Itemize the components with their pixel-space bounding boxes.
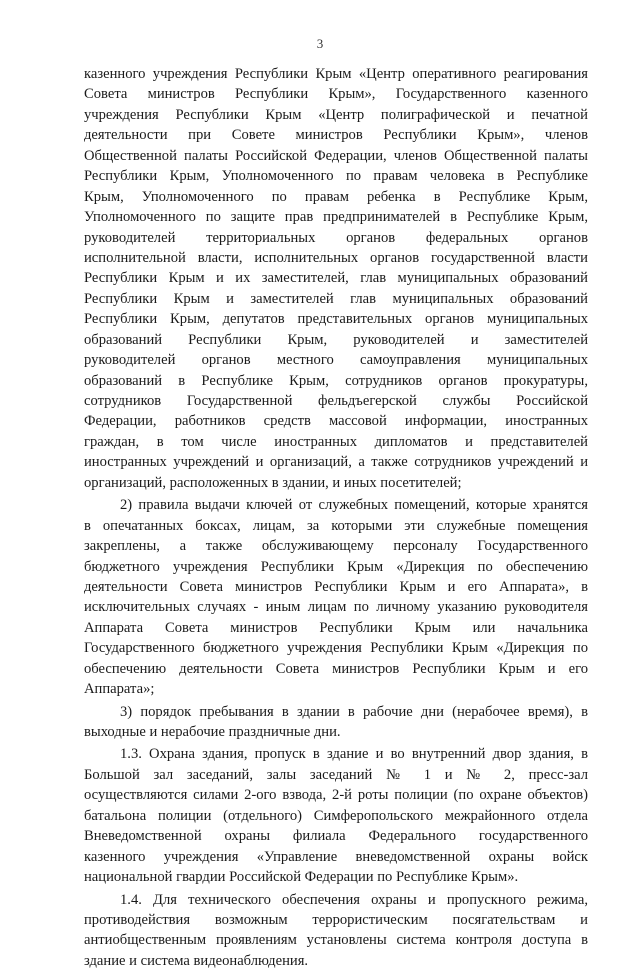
text-line: исключительных случаях - иным лицам по личному указанию руководителя: [84, 599, 588, 616]
text-line: антиобщественным проявлениям установлены система контроля доступа в: [84, 932, 588, 949]
text-line: Республики Крым и заместителей глав муниципальных образований: [84, 290, 588, 307]
text-line: руководителей территориальных органов федеральных органов: [84, 229, 588, 246]
text-line: осуществляются силами 2-ого взвода, 2-й роты полиции (по охране объектов): [84, 787, 588, 804]
text-line: 1.3. Охрана здания, пропуск в здание и во внутренний двор здания, в: [120, 746, 588, 763]
text-line: сотрудников Государственной фельдъегерской службы Российской: [84, 393, 588, 409]
text-line: здание и система видеонаблюдения.: [84, 952, 309, 969]
text-line: 2) правила выдачи ключей от служебных помещений, которые хранятся: [120, 497, 588, 514]
text-line: в опечатанных боксах, лицам, за которыми эти служебные помещения: [84, 517, 588, 534]
text-line: Уполномоченного по защите прав предпринимателей в Республике Крым,: [84, 209, 588, 226]
text-line: Совета министров Республики Крым», Государственного казенного: [84, 86, 588, 103]
text-line: Вневедомственной охраны филиала Федерального государственного: [84, 828, 588, 845]
text-line: учреждения Республики Крым «Центр полиграфической и печатной: [84, 106, 588, 123]
text-line: исполнительной власти, исполнительных органов государственной власти: [84, 249, 588, 266]
text-line: казенного учреждения «Управление вневедомственной охраны войск: [84, 848, 588, 865]
body-text: [84, 64, 588, 971]
text-line: Аппарата Совета министров Республики Крым или начальника: [84, 619, 588, 636]
text-line: образований Республики Крым, руководителей и заместителей: [84, 331, 588, 348]
text-line: бюджетного учреждения Республики Крым «Дирекция по обеспечению: [84, 558, 588, 575]
text-line: Федерации, работников средств массовой информации, иностранных: [84, 413, 588, 430]
text-line: Республики Крым, Уполномоченного по правам человека в Республике: [84, 168, 588, 185]
text-line: иностранных учреждений и организаций, а также сотрудников учреждений и: [84, 454, 588, 471]
text-line: закреплены, а также обслуживающему персоналу Государственного: [84, 538, 588, 555]
text-line: Крым, Уполномоченного по правам ребенка в Республике Крым,: [84, 188, 588, 205]
text-line: Аппарата»;: [84, 681, 155, 698]
text-line: образований в Республике Крым, сотрудников органов прокуратуры,: [84, 372, 588, 389]
text-line: Большой зал заседаний, залы заседаний № 1 и № 2, пресс-зал: [84, 766, 588, 783]
text-line: обеспечению деятельности Совета министров Республики Крым и его: [84, 660, 588, 677]
text-line: 3) порядок пребывания в здании в рабочие дни (нерабочее время), в: [120, 703, 588, 720]
page-number: 3: [316, 36, 324, 51]
text-line: Государственного бюджетного учреждения Республики Крым «Дирекция по: [84, 640, 588, 657]
text-line: организаций, расположенных в здании, и иных посетителей;: [84, 474, 462, 491]
text-line: деятельности Совета министров Республики Крым и его Аппарата», в: [84, 578, 588, 595]
text-line: руководителей органов местного самоуправления муниципальных: [84, 352, 588, 369]
text-line: Общественной палаты Российской Федерации, членов Общественной палаты: [84, 147, 588, 164]
text-line: казенного учреждения Республики Крым «Центр оперативного реагирования: [84, 66, 588, 82]
text-line: 1.4. Для технического обеспечения охраны и пропускного режима,: [120, 891, 588, 908]
text-line: деятельности при Совете министров Республики Крым», членов: [84, 127, 588, 144]
text-line: противодействия возможным террористическим посягательствам и: [84, 911, 588, 928]
text-line: национальной гвардии Российской Федерации по Республике Крым».: [84, 869, 519, 886]
text-line: Республики Крым, депутатов представительных органов муниципальных: [84, 311, 588, 328]
text-line: батальона полиции (отдельного) Симферопольского межрайонного отдела: [84, 807, 588, 824]
text-line: Республики Крым и их заместителей, глав муниципальных образований: [84, 270, 588, 287]
text-line: граждан, в том числе иностранных дипломатов и представителей: [84, 433, 588, 450]
text-line: выходные и нерабочие праздничные дни.: [84, 724, 341, 740]
